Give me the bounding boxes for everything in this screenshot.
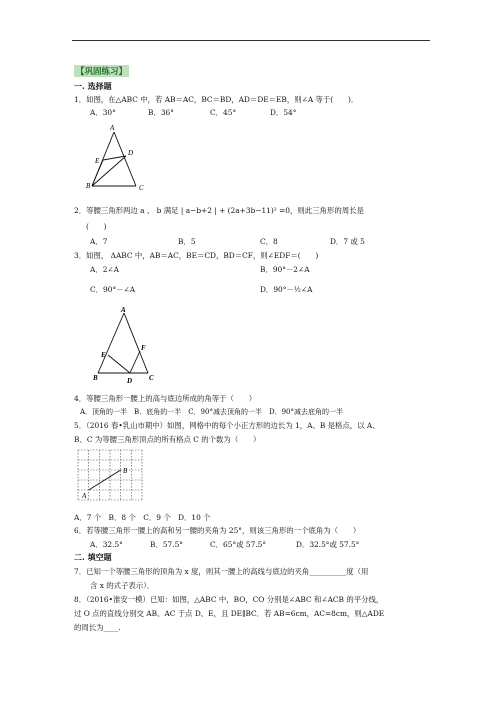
q3-label-b: B [93, 374, 98, 382]
q2-option-d: D．7 或 5 [330, 237, 365, 246]
section-title: 【巩固练习】 [76, 67, 128, 77]
q4-stem: 4．等腰三角形一腰上的高与底边所成的角等于（ ） [74, 394, 257, 403]
header-rule [72, 40, 430, 41]
q3-option-a: A．2∠A [90, 265, 119, 274]
q5-stem: 5．（2016 春•乳山市期中）如图，网格中的每个小正方形的边长为 1，A、B 是格点，以 A、 [74, 421, 380, 430]
q4-options: A．顶角的一半 B．底角的一半 C．90°减去顶角的一半 D．90°减去底角的一半 [80, 408, 343, 416]
q3-label-a: A [121, 306, 126, 314]
q5-label-a: A [82, 492, 87, 500]
q2-option-c: C．8 [260, 237, 278, 246]
q8-stem: 8．（2016•淮安一模）已知：如图，△ABC 中，BO，CO 分别是∠ABC 和∠ACB 的平分线， [74, 595, 384, 604]
q3-option-b: B．90°－2∠A [260, 265, 310, 274]
q1-stem: 1．如图，在△ABC 中，若 AB＝AC，BC＝BD，AD＝DE＝EB，则∠A 等于( )． [74, 95, 359, 104]
q5-stem-cont: B、C 为等腰三角形顶点的所有格点 C 的个数为（ ） [74, 435, 261, 444]
q2-stem: 2．等腰三角形两边 a 、 b 满足 | a−b+2 | + (2a+3b−11)² =0，则此三角形的周长是 [74, 206, 364, 215]
q6-option-a: A．32.5° [90, 540, 123, 549]
q2-option-a: A．7 [90, 237, 108, 246]
q7-stem: 7．已知一个等腰三角形的顶角为 x 度，则其一腰上的高线与底边的夹角__________度（用 [74, 567, 369, 576]
q6-stem: 6．若等腰三角形一腰上的高和另一腰的夹角为 25°，则该三角形的一个底角为（ ） [74, 526, 361, 535]
q1-label-c: C [139, 184, 144, 192]
q3-label-d: D [127, 377, 133, 385]
q3-triangle-figure [90, 305, 162, 385]
q1-label-e: E [95, 157, 100, 165]
q3-option-d: D．90°－½∠A [260, 285, 313, 294]
q8-stem-end: 的周长为____. [74, 623, 121, 632]
q3-label-e: E [101, 351, 106, 359]
q6-option-b: B．57.5° [150, 540, 183, 549]
q1-label-b: B [86, 182, 91, 190]
q3-label-c: C [149, 374, 154, 382]
q3-option-c: C．90°－∠A [90, 285, 136, 294]
q1-option-c: C．45° [210, 108, 237, 117]
q1-label-d: D [128, 149, 134, 157]
q7-stem-cont: 含 x 的式子表示）． [90, 581, 155, 590]
q6-option-d: D．32.5°或 57.5° [296, 540, 360, 549]
q8-stem-cont: 过 O 点的直线分别交 AB、AC 于点 D、E，且 DE∥BC．若 AB=6cm，AC=8cm，则△ADE [74, 609, 385, 618]
q1-triangle-figure [84, 120, 156, 192]
q3-stem: 3．如图， ΔABC 中，AB＝AC，BE＝CD，BD＝CF，则∠EDF＝( ) [74, 251, 319, 260]
q5-options: A．7 个 B．8 个 C．9 个 D．10 个 [74, 513, 211, 522]
q6-option-c: C．65°或 57.5° [210, 540, 267, 549]
q1-option-b: B．36° [148, 108, 174, 117]
q2-stem-paren: ( ) [86, 222, 107, 231]
q1-label-a: A [110, 124, 115, 132]
q1-option-d: D．54° [270, 108, 297, 117]
q2-option-b: B．5 [178, 237, 196, 246]
q3-label-f: F [141, 344, 146, 352]
q5-label-b: B [123, 467, 128, 475]
part-fill-heading: 二. 填空题 [74, 552, 112, 562]
q1-option-a: A．30° [90, 108, 116, 117]
part-choice-heading: 一. 选择题 [74, 81, 112, 91]
q5-grid-figure [74, 446, 146, 508]
